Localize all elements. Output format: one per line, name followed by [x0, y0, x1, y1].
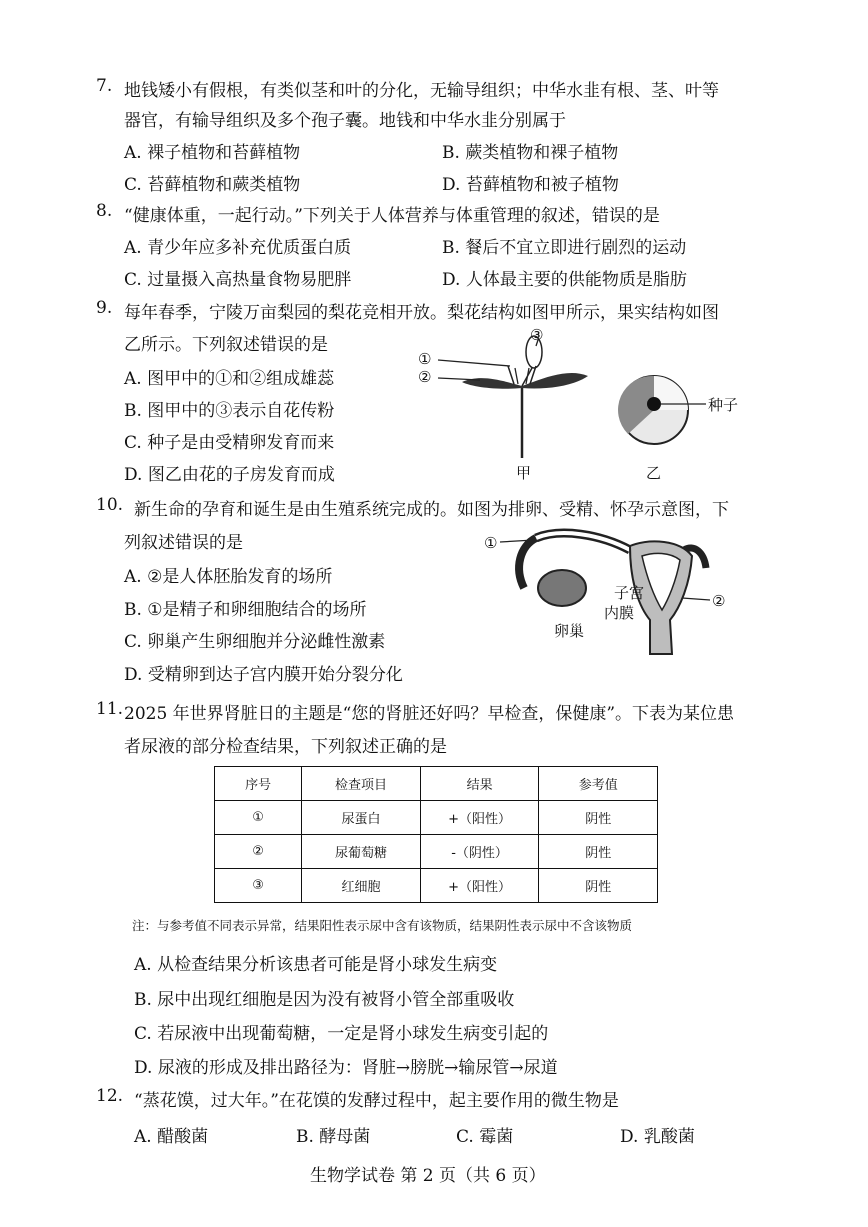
- flower-label-3: ③: [530, 326, 544, 344]
- table-cell: ③: [215, 869, 302, 903]
- question-10-option-d: D. 受精卵到达子宫内膜开始分裂分化: [124, 665, 403, 685]
- question-9-option-b: B. 图甲中的③表示自花传粉: [124, 401, 335, 421]
- table-row: [215, 869, 658, 903]
- question-11-option-a: A. 从检查结果分析该患者可能是肾小球发生病变: [134, 955, 498, 975]
- question-9-option-a: A. 图甲中的①和②组成雄蕊: [124, 369, 335, 389]
- pear-flower-fruit-figure: [410, 326, 750, 486]
- question-7-stem-line-1: 地钱矮小有假根，有类似茎和叶的分化，无输导组织；中华水韭有根、茎、叶等: [124, 81, 719, 101]
- question-10-option-c: C. 卵巢产生卵细胞并分泌雌性激素: [124, 632, 386, 652]
- table-cell: 阴性: [539, 835, 658, 869]
- question-10-number: 10.: [96, 495, 124, 515]
- reproductive-label-1: ①: [484, 534, 498, 552]
- question-11-number: 11.: [96, 699, 124, 719]
- question-8-option-d: D. 人体最主要的供能物质是脂肪: [442, 270, 687, 290]
- question-11-stem-line-1: 2025 年世界肾脏日的主题是“您的肾脏还好吗？早检查，保健康”。下表为某位患: [124, 704, 735, 724]
- flower-label-2: ②: [418, 368, 432, 386]
- question-9-option-c: C. 种子是由受精卵发育而来: [124, 433, 335, 453]
- table-cell: +（阳性）: [420, 801, 539, 835]
- seed-label: 种子: [708, 396, 739, 414]
- question-12-number: 12.: [96, 1086, 124, 1106]
- urinalysis-table: [214, 766, 658, 903]
- question-8-number: 8.: [96, 201, 113, 221]
- table-cell: ①: [215, 801, 302, 835]
- question-12-option-b: B. 酵母菌: [296, 1127, 371, 1147]
- question-9-stem-line-2: 乙所示。下列叙述错误的是: [124, 335, 328, 355]
- question-7-option-a: A. 裸子植物和苔藓植物: [124, 143, 301, 163]
- question-7-option-d: D. 苔藓植物和被子植物: [442, 175, 619, 195]
- question-11-stem-line-2: 者尿液的部分检查结果，下列叙述正确的是: [124, 737, 447, 757]
- question-9-stem-line-1: 每年春季，宁陵万亩梨园的梨花竞相开放。梨花结构如图甲所示，果实结构如图: [124, 303, 719, 323]
- uterus-lining-label-2: 内膜: [604, 604, 635, 622]
- table-header-cell: 参考值: [539, 767, 658, 801]
- question-8-stem: “健康体重，一起行动。”下列关于人体营养与体重管理的叙述，错误的是: [124, 206, 660, 226]
- uterus-lining-label-1: 子宫: [614, 584, 645, 602]
- table-cell: 尿葡萄糖: [302, 835, 420, 869]
- table-header-cell: 检查项目: [302, 767, 420, 801]
- table-cell: 阴性: [539, 801, 658, 835]
- reproductive-system-figure: [480, 524, 730, 664]
- table-row: [215, 835, 658, 869]
- page-footer: 生物学试卷 第 2 页（共 6 页）: [310, 1166, 546, 1186]
- question-12-option-a: A. 醋酸菌: [134, 1127, 209, 1147]
- table-cell: 尿蛋白: [302, 801, 420, 835]
- table-cell: ②: [215, 835, 302, 869]
- table-header-cell: 序号: [215, 767, 302, 801]
- table-row: [215, 801, 658, 835]
- flower-label-1: ①: [418, 350, 432, 368]
- question-7-number: 7.: [96, 76, 113, 96]
- question-12-option-c: C. 霉菌: [456, 1127, 514, 1147]
- table-header-row: [215, 767, 658, 801]
- question-10-stem-line-2: 列叙述错误的是: [124, 533, 243, 553]
- table-cell: 阴性: [539, 869, 658, 903]
- question-8-option-b: B. 餐后不宜立即进行剧烈的运动: [442, 238, 687, 258]
- question-12-stem: “蒸花馍，过大年。”在花馍的发酵过程中，起主要作用的微生物是: [134, 1091, 619, 1111]
- question-10-stem-line-1: 新生命的孕育和诞生是由生殖系统完成的。如图为排卵、受精、怀孕示意图，下: [134, 500, 729, 520]
- question-9-number: 9.: [96, 298, 113, 318]
- question-11-option-d: D. 尿液的形成及排出路径为：肾脏→膀胱→输尿管→尿道: [134, 1058, 558, 1078]
- reproductive-label-2: ②: [712, 592, 726, 610]
- caption-yi: 乙: [646, 464, 662, 482]
- question-11-option-c: C. 若尿液中出现葡萄糖，一定是肾小球发生病变引起的: [134, 1024, 549, 1044]
- question-11-option-b: B. 尿中出现红细胞是因为没有被肾小管全部重吸收: [134, 990, 515, 1010]
- caption-jia: 甲: [516, 464, 532, 482]
- question-10-option-b: B. ①是精子和卵细胞结合的场所: [124, 600, 367, 620]
- question-12-option-d: D. 乳酸菌: [620, 1127, 695, 1147]
- question-7-option-c: C. 苔藓植物和蕨类植物: [124, 175, 301, 195]
- question-7-option-b: B. 蕨类植物和裸子植物: [442, 143, 619, 163]
- table-note: 注：与参考值不同表示异常，结果阳性表示尿中含有该物质，结果阴性表示尿中不含该物质: [132, 918, 633, 933]
- question-9-option-d: D. 图乙由花的子房发育而成: [124, 465, 335, 485]
- table-cell: 红细胞: [302, 869, 420, 903]
- table-header-cell: 结果: [420, 767, 539, 801]
- question-7-stem-line-2: 器官，有输导组织及多个孢子囊。地钱和中华水韭分别属于: [124, 111, 566, 131]
- question-10-option-a: A. ②是人体胚胎发育的场所: [124, 567, 333, 587]
- question-8-option-a: A. 青少年应多补充优质蛋白质: [124, 238, 352, 258]
- table-cell: +（阳性）: [420, 869, 539, 903]
- question-8-option-c: C. 过量摄入高热量食物易肥胖: [124, 270, 352, 290]
- table-cell: -（阴性）: [420, 835, 539, 869]
- ovary-label: 卵巢: [554, 622, 585, 640]
